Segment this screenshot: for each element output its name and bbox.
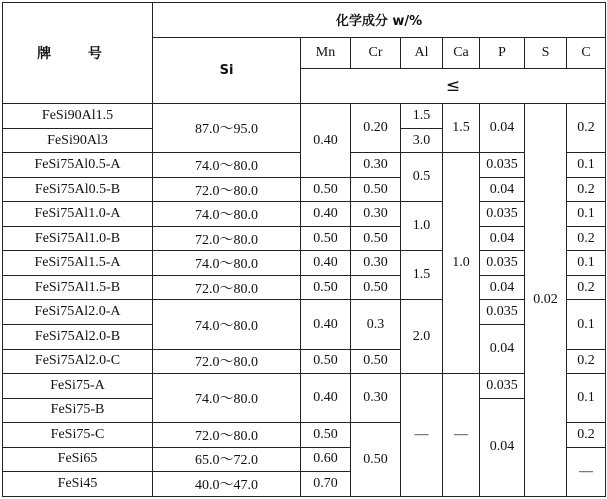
si-cell: 72.0～80.0: [153, 226, 301, 251]
cr-cell: 0.30: [351, 251, 401, 276]
si-cell: 74.0～80.0: [153, 300, 301, 349]
si-cell: 72.0～80.0: [153, 177, 301, 202]
p-cell: 0.04: [480, 275, 525, 300]
grade-cell: FeSi75Al0.5-A: [3, 153, 153, 178]
cr-cell: 0.50: [351, 275, 401, 300]
p-cell: 0.035: [480, 251, 525, 276]
cr-cell: 0.20: [351, 104, 401, 153]
grade-cell: FeSi90Al3: [3, 128, 153, 153]
cr-cell: 0.50: [351, 349, 401, 374]
c-cell: 0.2: [567, 275, 606, 300]
grade-cell: FeSi45: [3, 472, 153, 497]
mn-cell: 0.50: [301, 226, 351, 251]
al-cell: 1.0: [401, 202, 443, 251]
p-cell: 0.04: [480, 177, 525, 202]
cr-cell: 0.30: [351, 153, 401, 178]
cr-cell: 0.30: [351, 202, 401, 227]
header-row-1: [3, 3, 606, 38]
table-row: [3, 104, 606, 129]
p-cell: 0.035: [480, 202, 525, 227]
cr-cell: 0.3: [351, 300, 401, 349]
cr-cell: 0.50: [351, 423, 401, 497]
mn-cell: 0.40: [301, 202, 351, 227]
si-cell: 74.0～80.0: [153, 153, 301, 178]
cr-cell: 0.30: [351, 374, 401, 423]
c-cell: 0.2: [567, 226, 606, 251]
grade-cell: FeSi75Al1.5-B: [3, 275, 153, 300]
al-cell: 1.5: [401, 104, 443, 129]
si-cell: 87.0～95.0: [153, 104, 301, 153]
al-header: Al: [401, 37, 443, 69]
grade-cell: FeSi75Al1.0-A: [3, 202, 153, 227]
grade-cell: FeSi75-A: [3, 374, 153, 399]
c-cell: 0.2: [567, 349, 606, 374]
p-cell: 0.04: [480, 104, 525, 153]
mn-cell: 0.40: [301, 104, 351, 178]
table-row: [3, 226, 606, 251]
c-cell: 0.2: [567, 177, 606, 202]
ca-header: Ca: [443, 37, 480, 69]
grade-cell: FeSi75Al0.5-B: [3, 177, 153, 202]
mn-cell: 0.40: [301, 251, 351, 276]
s-header: S: [525, 37, 567, 69]
table-row: [3, 374, 606, 399]
al-cell: 2.0: [401, 300, 443, 374]
grade-cell: FeSi75Al2.0-C: [3, 349, 153, 374]
mn-header: Mn: [301, 37, 351, 69]
mn-cell: 0.70: [301, 472, 351, 497]
si-cell: 72.0～80.0: [153, 349, 301, 374]
cr-cell: 0.50: [351, 226, 401, 251]
p-cell: 0.04: [480, 226, 525, 251]
p-cell: 0.04: [480, 325, 525, 374]
c-cell: 0.1: [567, 300, 606, 349]
ca-cell: 1.0: [443, 153, 480, 374]
si-cell: 74.0～80.0: [153, 202, 301, 227]
si-cell: 74.0～80.0: [153, 251, 301, 276]
mn-cell: 0.40: [301, 374, 351, 423]
c-cell: 0.1: [567, 202, 606, 227]
max-limit-symbol: ≤: [301, 69, 606, 104]
p-cell: 0.035: [480, 300, 525, 325]
table-row: [3, 177, 606, 202]
si-cell: 72.0～80.0: [153, 275, 301, 300]
c-cell: —: [567, 447, 606, 496]
mn-cell: 0.50: [301, 423, 351, 448]
al-cell: 3.0: [401, 128, 443, 153]
mn-cell: 0.50: [301, 177, 351, 202]
mn-cell: 0.50: [301, 349, 351, 374]
si-cell: 72.0～80.0: [153, 423, 301, 448]
chemical-composition-table: [2, 2, 606, 497]
grade-cell: FeSi75Al2.0-B: [3, 325, 153, 350]
table-row: [3, 202, 606, 227]
c-cell: 0.1: [567, 251, 606, 276]
si-cell: 40.0～47.0: [153, 472, 301, 497]
ca-cell: 1.5: [443, 104, 480, 153]
al-cell: 0.5: [401, 153, 443, 202]
grade-cell: FeSi90Al1.5: [3, 104, 153, 129]
c-cell: 0.1: [567, 153, 606, 178]
al-cell: —: [401, 374, 443, 497]
grade-cell: FeSi65: [3, 447, 153, 472]
table-row: [3, 251, 606, 276]
cr-header: Cr: [351, 37, 401, 69]
p-header: P: [480, 37, 525, 69]
c-header: C: [567, 37, 606, 69]
si-cell: 65.0～72.0: [153, 447, 301, 472]
mn-cell: 0.50: [301, 275, 351, 300]
cr-cell: 0.50: [351, 177, 401, 202]
table-row: [3, 300, 606, 325]
s-cell: 0.02: [525, 104, 567, 497]
p-cell: 0.04: [480, 398, 525, 496]
grade-cell: FeSi75-B: [3, 398, 153, 423]
table-row: [3, 275, 606, 300]
p-cell: 0.035: [480, 153, 525, 178]
al-cell: 1.5: [401, 251, 443, 300]
grade-cell: FeSi75Al1.0-B: [3, 226, 153, 251]
c-cell: 0.2: [567, 423, 606, 448]
c-cell: 0.2: [567, 104, 606, 153]
mn-cell: 0.60: [301, 447, 351, 472]
ca-cell: —: [443, 374, 480, 497]
mn-cell: 0.40: [301, 300, 351, 349]
grade-cell: FeSi75-C: [3, 423, 153, 448]
composition-header: 化学成分 w/%: [153, 3, 606, 38]
c-cell: 0.1: [567, 374, 606, 423]
si-cell: 74.0～80.0: [153, 374, 301, 423]
si-header: Si: [153, 37, 301, 103]
grade-cell: FeSi75Al1.5-A: [3, 251, 153, 276]
grade-cell: FeSi75Al2.0-A: [3, 300, 153, 325]
grade-header: 牌 号: [3, 3, 153, 104]
p-cell: 0.035: [480, 374, 525, 399]
